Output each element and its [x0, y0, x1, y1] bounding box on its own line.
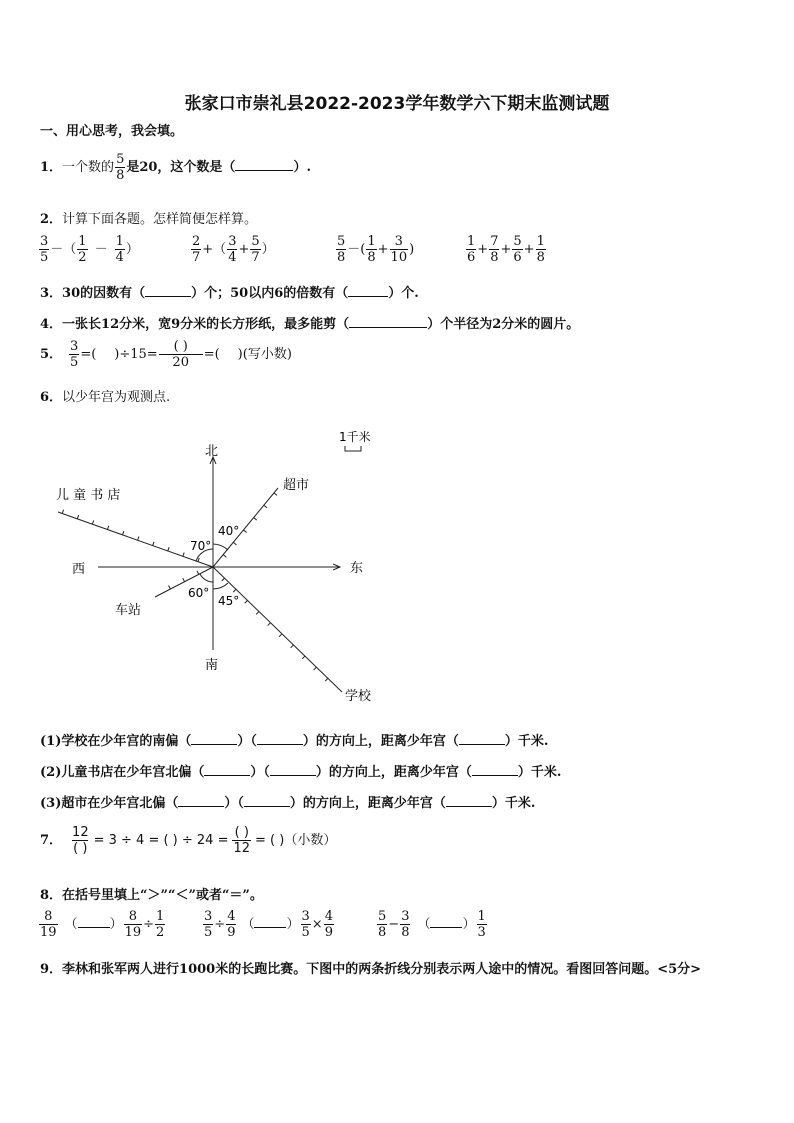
scale-tick	[169, 585, 171, 589]
question-8: 8．在括号里填上“＞”“＜”或者“＝”。	[40, 888, 263, 903]
scale-tick	[245, 600, 248, 603]
question-number: 9．	[40, 962, 63, 977]
question-number: 5．	[40, 347, 63, 362]
scale-tick	[153, 542, 154, 546]
scale-tick	[223, 555, 226, 558]
angle-label-40: 40°	[218, 524, 240, 538]
answer-blank[interactable]	[254, 915, 286, 928]
question-number: 2．	[40, 212, 63, 227]
scale-label: 1千米	[339, 430, 371, 444]
label-west: 西	[72, 562, 86, 577]
scale-tick	[268, 623, 271, 626]
scale-bar	[345, 446, 361, 451]
expression-4: $\frac{1}{6}$ + $\frac{7}{8}$ + $\frac{5}{6}$ + $\frac{1}{8}$	[467, 234, 545, 265]
expression-1: $\frac{3}{5}$ －（ $\frac{1}{2}$ － $\frac{1}{4}$ ）	[40, 234, 139, 265]
answer-blank[interactable]	[257, 732, 303, 745]
q6-sub-2: (2)儿童书店在少年宫北偏（ ）（ ）的方向上，距离少年宫（ ）千米.	[40, 765, 562, 780]
label-south: 南	[205, 658, 219, 673]
scale-tick	[123, 531, 124, 535]
question-3: 3．30的因数有（ ）个；50以内6的倍数有（ ）个.	[40, 286, 419, 301]
scale-tick	[77, 515, 78, 519]
scale-tick	[107, 526, 108, 530]
page-title: 张家口市崇礼县2022-2023学年数学六下期末监测试题	[184, 94, 610, 114]
scale-tick	[291, 645, 294, 648]
angle-label-70: 70°	[190, 539, 212, 553]
q1-text-post: ）.	[293, 160, 311, 175]
scale-tick	[264, 505, 267, 508]
answer-blank[interactable]	[78, 915, 110, 928]
scale-tick	[325, 678, 328, 681]
question-number: 3．	[40, 286, 63, 301]
scale-tick	[197, 571, 199, 575]
scale-tick	[233, 589, 236, 592]
angle-label-60: 60°	[188, 586, 210, 600]
arc-40	[213, 544, 228, 550]
q1-text-mid: 是20，这个数是（	[126, 160, 236, 175]
question-4: 4．一张长12分米，宽9分米的长方形纸，最多能剪（ ）个半径为2分米的圆片。	[40, 317, 580, 332]
arc-60	[200, 574, 213, 582]
q6-sub-1: (1)学校在少年宫的南偏（ ）（ ）的方向上，距离少年宫（ ）千米.	[40, 734, 549, 749]
fraction: $\frac{5}{8}$	[116, 152, 125, 183]
label-east: 东	[350, 561, 364, 576]
angle-label-45: 45°	[218, 594, 240, 608]
scale-tick	[254, 518, 257, 521]
expression-3: $\frac{5}{8}$ －( $\frac{1}{8}$ + $\frac{3}{10}$ )	[337, 234, 415, 265]
compare-3: $\frac{5}{8}$ − $\frac{3}{8}$ （ ） $\frac{1}{3}$	[378, 909, 486, 940]
scale-tick	[233, 542, 236, 545]
question-6: 6．以少年宫为观测点.	[40, 390, 171, 405]
answer-blank[interactable]	[459, 732, 505, 745]
label-supermarket: 超市	[283, 478, 310, 493]
scale-tick	[222, 578, 225, 581]
answer-blank[interactable]	[430, 915, 462, 928]
answer-blank[interactable]	[472, 763, 518, 776]
scale-tick	[256, 612, 259, 615]
section-heading: 一、用心思考，我会填。	[40, 124, 184, 139]
expression-2: $\frac{2}{7}$ +（ $\frac{3}{4}$ + $\frac{5}{7}$ ）	[192, 234, 275, 265]
scale-tick	[314, 667, 317, 670]
scale-tick	[183, 553, 184, 557]
question-number: 7．	[40, 833, 63, 848]
scale-tick	[168, 547, 169, 551]
answer-blank[interactable]	[244, 794, 290, 807]
scale-tick	[279, 634, 282, 637]
question-7: 7． $\frac{12}{( )}$ = 3 ÷ 4 = ( ) ÷ 24 = $\frac{( )}{12}$ = ( )（小数）	[40, 825, 337, 856]
scale-tick	[243, 530, 246, 533]
answer-blank[interactable]	[446, 794, 492, 807]
label-station: 车站	[115, 603, 142, 618]
answer-blank[interactable]	[178, 794, 224, 807]
compare-2: $\frac{3}{5}$ ÷ $\frac{4}{9}$ （ ） $\frac{3}{5}$ × $\frac{4}{9}$	[204, 909, 333, 940]
answer-blank[interactable]	[270, 763, 316, 776]
scale-tick	[62, 510, 63, 514]
scale-tick	[138, 536, 139, 540]
scale-tick	[274, 493, 277, 496]
answer-blank[interactable]	[191, 732, 237, 745]
scale-tick	[183, 578, 185, 582]
scale-tick	[92, 520, 93, 524]
question-number: 4．	[40, 317, 63, 332]
q6-sub-3: (3)超市在少年宫北偏（ ）（ ）的方向上，距离少年宫（ ）千米.	[40, 796, 536, 811]
scale-tick	[198, 558, 199, 562]
question-9: 9．李林和张军两人进行1000米的长跑比赛。下图中的两条折线分别表示两人途中的情况。看图回答问题。<5分>	[40, 962, 702, 977]
arc-45	[213, 583, 228, 589]
label-bookstore: 儿 童 书 店	[56, 488, 121, 503]
answer-blank[interactable]	[204, 763, 250, 776]
label-north: 北	[205, 444, 219, 459]
q2-text: 计算下面各题。怎样简便怎样算。	[62, 212, 258, 227]
question-5: 5． $\frac{3}{5}$ =( )÷15= $\frac{( )}{20}$ =( )(写小数)	[40, 339, 292, 370]
ray-school	[213, 567, 342, 692]
scale-tick	[302, 656, 305, 659]
q1-text-pre: 一个数的	[62, 160, 115, 175]
question-number: 1．	[40, 160, 63, 175]
question-number: 8．	[40, 888, 63, 903]
question-number: 6．	[40, 390, 63, 405]
compare-1: $\frac{8}{19}$ （ ） $\frac{8}{19}$ ÷ $\frac{1}{2}$	[40, 909, 165, 940]
label-school: 学校	[345, 689, 372, 704]
